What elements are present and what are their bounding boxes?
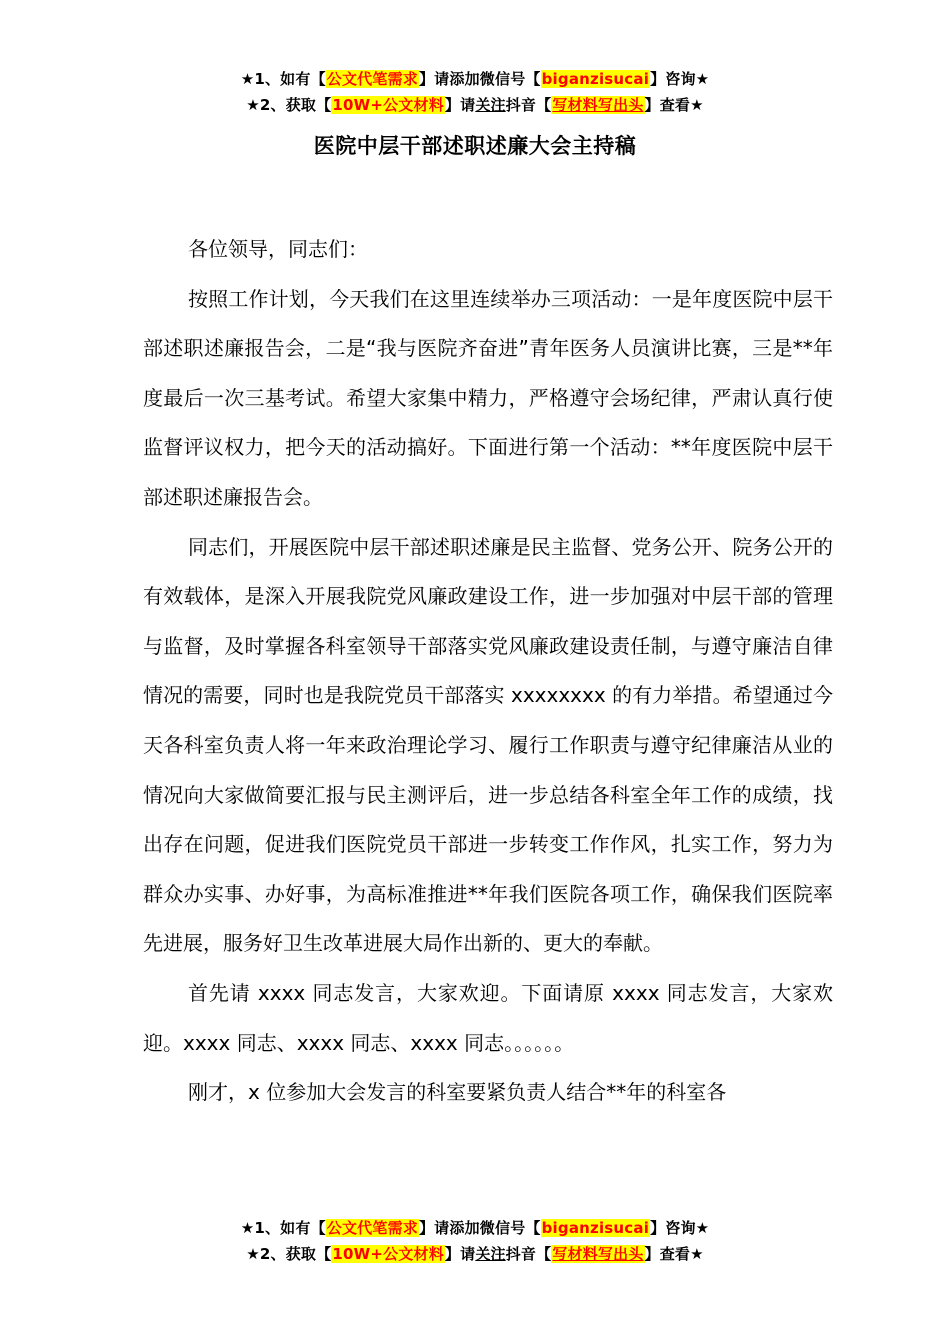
paragraph: 首先请 xxxx 同志发言，大家欢迎。下面请原 xxxx 同志发言，大家欢迎。xxxx 同志、xxxx 同志、xxxx 同志。。。。。。 (143, 980, 833, 1055)
banner-line-2 (0, 93, 950, 119)
banner-line-2 (0, 1242, 950, 1268)
highlight-service: 公文代笔需求 (326, 70, 418, 88)
highlight-wechat-id: biganzisucai (541, 1219, 650, 1237)
banner-text: 微信号【 (479, 70, 541, 88)
highlight-materials: 10W+公文材料 (332, 1245, 444, 1263)
document-title: 医院中层干部述职述廉大会主持稿 (313, 134, 637, 158)
paragraph: 按照工作计划，今天我们在这里连续举办三项活动：一是年度医院中层干部述职述廉报告会，二是“我与医院齐奋进”青年医务人员演讲比赛，三是**年度最后一次三基考试。希望大家集中精力，严格遵守会场纪律，严肃认真行使监督评议权力，把今天的活动搞好。下面进行第一个活动：**年度医院中层干部述职述廉报告会。 (143, 286, 833, 509)
highlight-douyin-account: 写材料写出头 (552, 96, 644, 114)
banner-bold-word: 加 (464, 70, 480, 88)
banner-text: 微信号【 (479, 1219, 541, 1237)
highlight-materials: 10W+公文材料 (332, 96, 444, 114)
banner-text: 】咨询★ (650, 70, 710, 88)
highlight-service: 公文代笔需求 (326, 1219, 418, 1237)
banner-text: ★2、获取【 (246, 96, 332, 114)
banner-text: ★2、获取【 (246, 1245, 332, 1263)
banner-underline-word: 关注 (475, 1245, 506, 1263)
paragraph: 同志们，开展医院中层干部述职述廉是民主监督、党务公开、院务公开的有效载体，是深入开展我院党风廉政建设工作，进一步加强对中层干部的管理与监督，及时掌握各科室领导干部落实党风廉政建设责任制，与遵守廉洁自律情况的需要，同时也是我院党员干部落实 xxxxxxxx 的有力举措。希望通过今天各科室负责人将一年来政治理论学习、履行工作职责与遵守纪律廉洁从业的情况向大家做简要汇报与民主测评后，进一步总结各科室全年工作的成绩，找出存在问题，促进我们医院党员干部进一步转变工作作风，扎实工作，努力为群众办实事、办好事，为高标准推进**年我们医院各项工作，确保我们医院率先进展，服务好卫生改革进展大局作出新的、更大的奉献。 (143, 534, 833, 956)
bottom-banner (0, 1216, 950, 1268)
paragraph: 刚才，x 位参加大会发言的科室要紧负责人结合**年的科室各 (188, 1080, 727, 1105)
top-banner (0, 67, 950, 119)
banner-line-1 (0, 67, 950, 93)
banner-underline-word: 关注 (475, 96, 506, 114)
banner-text: 】请 (444, 1245, 476, 1263)
banner-text: 】请添 (418, 70, 465, 88)
banner-text: 抖音【 (505, 96, 552, 114)
banner-line-1 (0, 1216, 950, 1242)
highlight-wechat-id: biganzisucai (541, 70, 650, 88)
banner-bold-word: 加 (464, 1219, 480, 1237)
banner-text: 】查看★ (644, 1245, 704, 1263)
highlight-douyin-account: 写材料写出头 (552, 1245, 644, 1263)
banner-text: ★1、如有【 (240, 1219, 326, 1237)
banner-text: 】咨询★ (650, 1219, 710, 1237)
document-body (143, 225, 833, 1118)
paragraph: 各位领导，同志们： (188, 237, 368, 261)
banner-text: ★1、如有【 (240, 70, 326, 88)
banner-text: 】请添 (418, 1219, 465, 1237)
banner-text: 抖音【 (505, 1245, 552, 1263)
banner-text: 】请 (444, 96, 476, 114)
banner-text: 】查看★ (644, 96, 704, 114)
